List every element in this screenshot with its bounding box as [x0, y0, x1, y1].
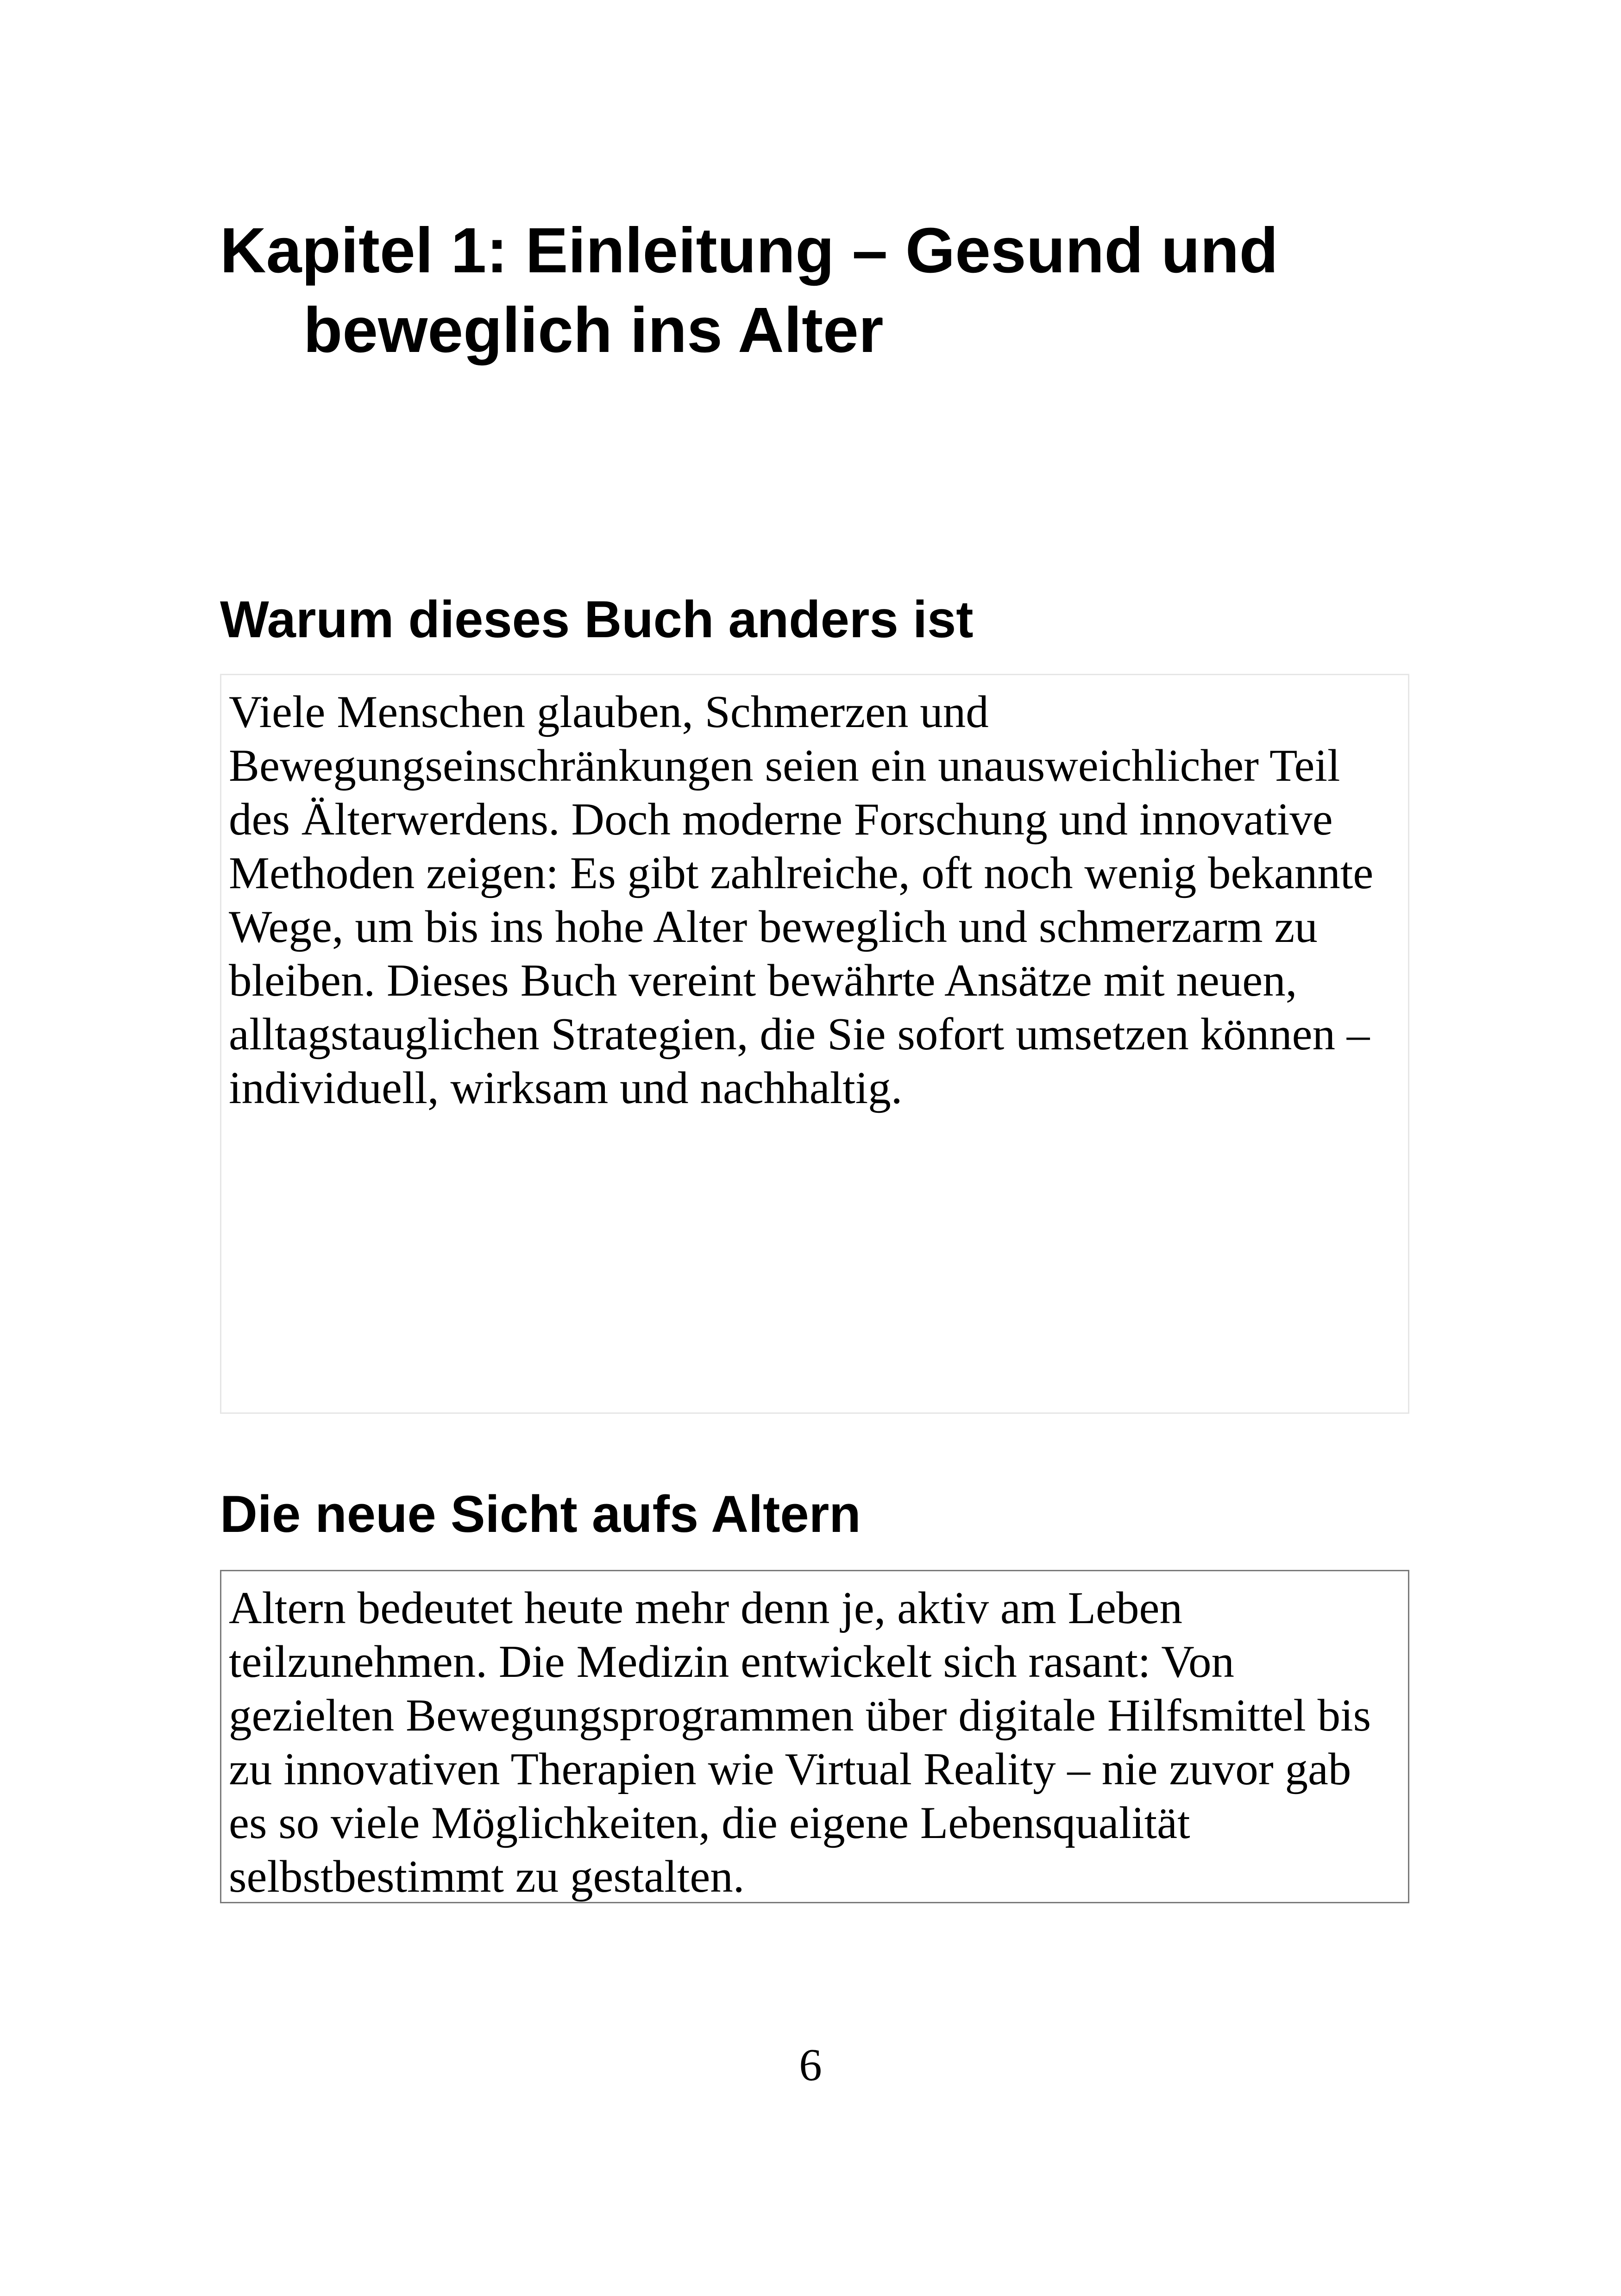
- chapter-title: [220, 211, 1424, 370]
- section-heading-warum-dieses-buch: Warum dieses Buch anders ist: [220, 590, 974, 648]
- chapter-title-line-1: Kapitel 1: Einleitung – Gesund und: [220, 215, 1278, 286]
- section-text-box-warum-dieses-buch: Viele Menschen glauben, Schmerzen und Bewegungseinschränkungen seien ein unausweichlicher Teil des Älterwerdens. Doch moderne Forschung und innovative Methoden zeigen: Es gibt zahlreiche, oft noch wenig bekannte Wege, um bis ins hohe Alter beweglich und schmerzarm zu bleiben. Dieses Buch vereint bewährte Ansätze mit neuen, alltagstauglichen Strategien, die Sie sofort umsetzen können – individuell, wirksam und nachhaltig.: [220, 674, 1409, 1414]
- section-heading-neue-sicht: Die neue Sicht aufs Altern: [220, 1485, 861, 1543]
- chapter-title-line-2: beweglich ins Alter: [303, 295, 884, 366]
- page-number: 6: [799, 2040, 822, 2090]
- section-text-box-neue-sicht: Altern bedeutet heute mehr denn je, aktiv am Leben teilzunehmen. Die Medizin entwickelt sich rasant: Von gezielten Bewegungsprogrammen über digitale Hilfsmittel bis zu innovativen Therapien wie Virtual Reality – nie zuvor gab es so viele Möglichkeiten, die eigene Lebensqualität selbstbestimmt zu gestalten.: [220, 1570, 1409, 1903]
